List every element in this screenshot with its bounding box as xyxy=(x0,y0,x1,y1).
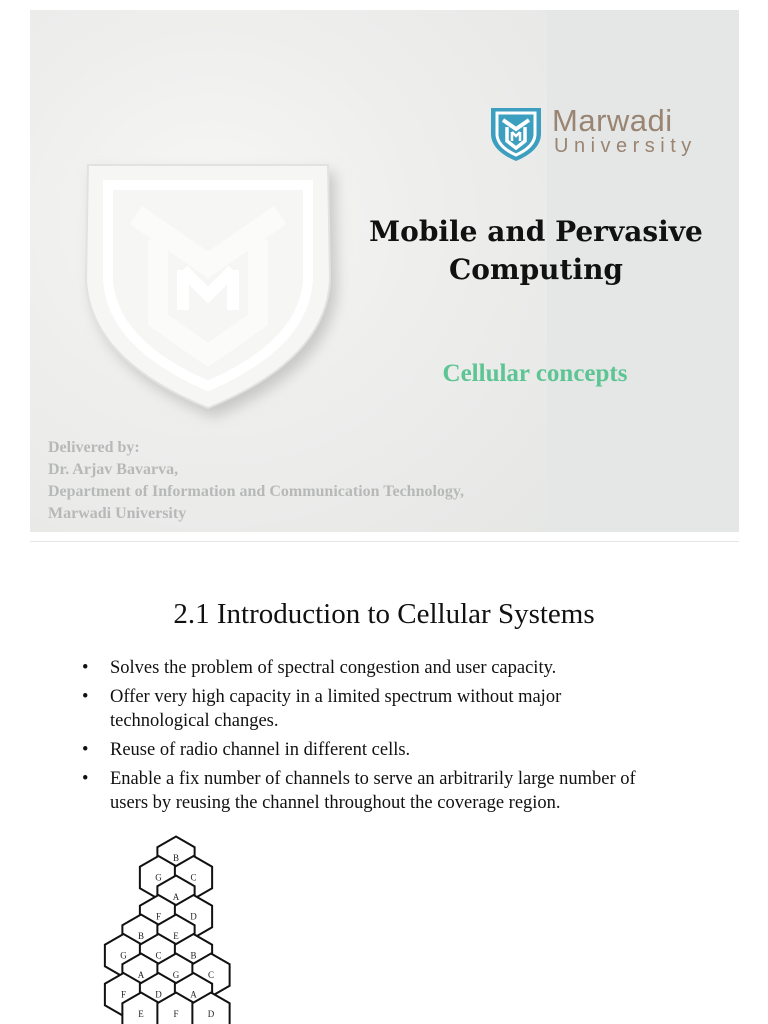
hex-cell-label: E xyxy=(138,1009,144,1019)
hex-cell-label: C xyxy=(155,950,162,961)
hex-cell-label: D xyxy=(190,911,197,922)
hex-cell-label: C xyxy=(190,872,197,883)
title-slide xyxy=(30,10,739,532)
slide-title-line-1: Mobile and Pervasive xyxy=(369,215,703,248)
bullet-text: Solves the problem of spectral congestion and user capacity. xyxy=(110,658,557,678)
hex-cell-label: B xyxy=(172,853,180,863)
bullet-text: Enable a fix number of channels to serve an arbitrarily large number of xyxy=(110,769,636,789)
hex-cell-label: G xyxy=(155,872,162,883)
hex-cell-label: A xyxy=(190,989,197,1000)
university-logo xyxy=(488,105,739,165)
hexagonal-cell-diagram xyxy=(100,832,370,1024)
logo-subtitle: University xyxy=(554,135,697,157)
bullet-item xyxy=(82,767,702,815)
hex-cell-label: D xyxy=(207,1009,215,1019)
hex-cell-label: G xyxy=(120,950,127,961)
bullet-list xyxy=(82,656,702,820)
bullet-icon: • xyxy=(82,658,89,678)
presenter-line: Marwadi University xyxy=(48,505,187,522)
slide-title-line-2: Computing xyxy=(448,253,624,286)
presenter-info xyxy=(48,437,464,525)
hex-cell-label: B xyxy=(190,950,197,961)
bullet-icon: • xyxy=(82,769,89,789)
bullet-item xyxy=(82,738,702,762)
bullet-text: Reuse of radio channel in different cells. xyxy=(110,740,411,760)
hex-cell-label: G xyxy=(172,970,180,980)
bullet-item xyxy=(82,685,702,733)
hex-cell-label: F xyxy=(120,989,127,1000)
hex-cell-label: A xyxy=(172,892,180,902)
logo-wordmark: Marwadi xyxy=(552,103,673,138)
section-title: 2.1 Introduction to Cellular Systems xyxy=(173,598,595,630)
bullet-icon: • xyxy=(82,687,89,707)
bullet-icon: • xyxy=(82,740,89,760)
hex-cell-label: F xyxy=(173,1009,179,1019)
hex-cell-label: E xyxy=(173,931,179,941)
embossed-shield-logo xyxy=(58,130,358,430)
page-divider xyxy=(30,541,739,542)
bullet-text: Offer very high capacity in a limited spectrum without major xyxy=(110,687,562,707)
hex-cell-label: B xyxy=(137,931,145,941)
bullet-text: users by reusing the channel throughout the coverage region. xyxy=(110,793,561,813)
shield-logo-icon xyxy=(488,105,544,163)
presenter-line: Delivered by: xyxy=(48,439,140,456)
bullet-item xyxy=(82,656,702,680)
bullet-text: technological changes. xyxy=(110,711,279,731)
presenter-line: Dr. Arjav Bavarva, xyxy=(48,461,179,478)
hex-cell-label: C xyxy=(207,970,215,980)
hex-cell-label: F xyxy=(155,911,162,922)
presenter-line: Department of Information and Communication Technology, xyxy=(48,483,465,500)
slide-title xyxy=(336,213,736,289)
hex-cell-label: A xyxy=(137,970,145,980)
slide-subtitle: Cellular concepts xyxy=(442,360,628,387)
hex-cell-label: D xyxy=(155,989,162,1000)
